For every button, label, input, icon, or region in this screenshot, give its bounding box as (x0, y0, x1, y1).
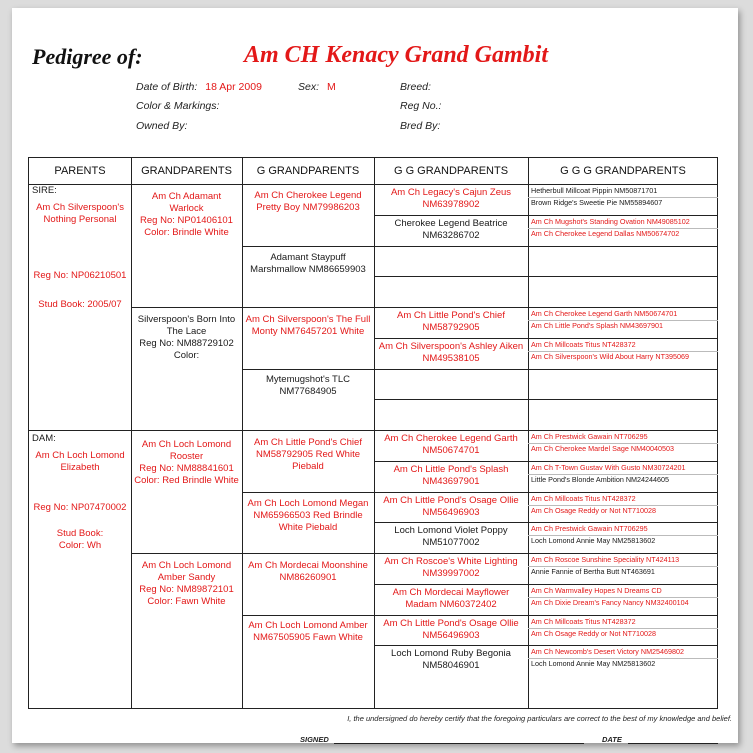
gg-grandparent-divider (374, 215, 718, 216)
grandparent-color: Color: Brindle White (144, 227, 229, 238)
gg-grandparent (374, 249, 528, 275)
ggg-grandparent: Am Ch Osage Reddy or Not NT710028 (531, 629, 657, 638)
g-grandparent: Am Ch Silverspoon's The Full Monty NM76457201 White (245, 314, 371, 337)
dob-value: 18 Apr 2009 (205, 81, 262, 93)
dob-row (136, 81, 262, 93)
sire-stud-book: Stud Book: 2005/07 (38, 299, 122, 310)
g-grandparent: Am Ch Loch Lomond Megan NM65966503 Red Brindle White Piebald (247, 498, 369, 533)
gg-grandparent: Am Ch Silverspoon's Ashley Aiken NM49538105 (378, 341, 524, 364)
grandparent-name: Am Ch Loch Lomond Rooster (141, 439, 232, 462)
grandparent-name: Am Ch Adamant Warlock (151, 191, 222, 214)
ggg-grandparent: Am Ch Prestwick Gawain NT706295 (531, 432, 648, 441)
ggg-grandparent: Am Ch Prestwick Gawain NT706295 (531, 524, 648, 533)
gg-grandparent: Cherokee Legend Beatrice NM63286702 (394, 218, 508, 241)
grandparent-color: Color: (173, 350, 200, 361)
signed-label: SIGNED (300, 735, 329, 744)
gg-grandparent: Am Ch Mordecai Mayflower Madam NM60372402 (392, 587, 510, 610)
gg-grandparent: Am Ch Little Pond's Osage Ollie NM56496903 (383, 495, 519, 518)
ggg-grandparent: Am Ch Millcoats Titus NT428372 (531, 617, 636, 626)
ggg-grandparent: Am Ch Cherokee Mardel Sage NM40040503 (531, 444, 675, 453)
ggg-line-divider (528, 535, 718, 536)
dam-name: Am Ch Loch Lomond Elizabeth (35, 450, 125, 473)
signature-line[interactable] (334, 743, 584, 744)
gg-grandparent-divider (374, 307, 718, 308)
g-grandparent: Adamant Staypuff Marshmallow NM86659903 (250, 252, 366, 275)
bred-by-label: Bred By: (400, 120, 441, 132)
gg-grandparent: Am Ch Cherokee Legend Garth NM50674701 (384, 433, 518, 456)
ggp-divider (242, 492, 374, 493)
ggg-grandparent: Am Ch Cherokee Legend Garth NM50674701 (531, 309, 678, 318)
dob-label: Date of Birth: (136, 81, 198, 93)
dam-stud-book: Stud Book: (56, 528, 104, 539)
ggg-grandparent: Little Pond's Blonde Ambition NM24244605 (531, 475, 670, 484)
pedigree-table (28, 157, 718, 709)
ggg-grandparent: Am Ch Dixie Dream's Fancy Nancy NM32400104 (531, 598, 689, 607)
ggg-line-divider (528, 628, 718, 629)
ggg-grandparent: Am Ch Millcoats Titus NT428372 (531, 494, 636, 503)
grandparent-color: Color: Red Brindle White (134, 475, 239, 486)
ggg-grandparent: Am Ch T-Town Gustav With Gusto NM30724201 (531, 463, 686, 472)
ggp-divider (242, 307, 374, 308)
ggg-grandparent: Am Ch Silverspoon's Wild About Harry NT395069 (531, 352, 689, 361)
header-divider (29, 184, 717, 185)
header-g-grandparents: G GRANDPARENTS (256, 165, 360, 177)
gg-grandparent-divider (374, 430, 718, 431)
gg-grandparent (374, 372, 528, 398)
certification-statement: I, the undersigned do hereby certify that the foregoing particulars are correct to the best of my knowledge and belief. (347, 714, 732, 723)
sex-row (298, 81, 336, 93)
grandparent-reg: Reg No: NP01406101 (140, 215, 233, 226)
ggg-grandparent: Hetherbull Millcoat Pippin NM50871701 (531, 186, 658, 195)
g-grandparent: Mytemugshot's TLC NM77684905 (265, 374, 350, 397)
ggp-divider (242, 615, 374, 616)
sire-name: Am Ch Silverspoon's Nothing Personal (36, 202, 124, 225)
grandparent-divider (131, 307, 242, 308)
header-gg-grandparents: G G GRANDPARENTS (393, 165, 509, 177)
reg-no-label: Reg No.: (400, 100, 442, 112)
ggg-line-divider (528, 197, 718, 198)
ggg-line-divider (528, 443, 718, 444)
gg-grandparent-divider (374, 615, 718, 616)
ggg-line-divider (528, 597, 718, 598)
ggp-divider (242, 369, 374, 370)
grandparent-name: Am Ch Loch Lomond Amber Sandy (141, 560, 232, 583)
ggg-grandparent: Am Ch Newcomb's Desert Victory NM25469802 (531, 647, 685, 656)
gg-grandparent (374, 402, 528, 428)
dam-color: Color: Wh (58, 540, 102, 550)
gg-grandparent: Am Ch Little Pond's Splash NM43697901 (393, 464, 509, 487)
ggg-grandparent: Am Ch Cherokee Legend Dallas NM50674702 (531, 229, 680, 238)
grandparent-name: Silverspoon's Born Into The Lace (137, 314, 236, 337)
column-divider (528, 158, 529, 708)
ggg-grandparent: Am Ch Warmvalley Hopes N Dreams CD (531, 586, 662, 595)
gg-grandparent (374, 279, 528, 305)
gg-grandparent: Am Ch Roscoe's White Lighting NM39997002 (384, 556, 518, 579)
ggg-line-divider (528, 474, 718, 475)
gg-grandparent: Am Ch Legacy's Cajun Zeus NM63978902 (390, 187, 512, 210)
gg-grandparent: Am Ch Little Pond's Osage Ollie NM56496903 (383, 618, 519, 641)
ggg-grandparent: Am Ch Little Pond's Splash NM43697901 (531, 321, 664, 330)
pedigree-sheet (12, 8, 738, 743)
gg-grandparent-divider (374, 584, 718, 585)
header-parents: PARENTS (54, 165, 106, 177)
ggg-grandparent: Am Ch Osage Reddy or Not NT710028 (531, 506, 657, 515)
sex-label: Sex: (298, 81, 320, 93)
gg-grandparent-divider (374, 276, 718, 277)
gg-grandparent: Loch Lomond Violet Poppy NM51077002 (394, 525, 508, 548)
sire-label: SIRE: (32, 185, 57, 196)
ggg-line-divider (528, 566, 718, 567)
ggg-grandparent: Am Ch Mugshot's Standing Ovation NM49085102 (531, 217, 690, 226)
g-grandparent: Am Ch Little Pond's Chief NM58792905 Red White Piebald (254, 437, 362, 472)
grandparent-divider (131, 553, 242, 554)
color-markings-label: Color & Markings: (136, 100, 220, 112)
header-ggg-grandparents: G G G GRANDPARENTS (560, 165, 686, 177)
grandparent-color: Color: Fawn White (147, 596, 226, 607)
gg-grandparent-divider (374, 461, 718, 462)
ggg-grandparent: Loch Lomond Annie May NM25813602 (531, 659, 656, 668)
owned-by-label: Owned By: (136, 120, 188, 132)
gg-grandparent-divider (374, 369, 718, 370)
g-grandparent: Am Ch Loch Lomond Amber NM67505905 Fawn White (248, 620, 368, 643)
ggg-grandparent: Am Ch Millcoats Titus NT428372 (531, 340, 636, 349)
page-title: Pedigree of: (32, 44, 143, 69)
gg-grandparent-divider (374, 522, 718, 523)
date-line[interactable] (628, 743, 718, 744)
dam-reg: Reg No: NP07470002 (33, 502, 127, 513)
gg-grandparent-divider (374, 645, 718, 646)
ggp-divider (242, 553, 374, 554)
ggg-grandparent: Brown Ridge's Sweetie Pie NM55894607 (531, 198, 663, 207)
dam-label: DAM: (32, 433, 56, 444)
ggg-line-divider (528, 505, 718, 506)
gg-grandparent: Am Ch Little Pond's Chief NM58792905 (397, 310, 505, 333)
ggg-grandparent: Am Ch Roscoe Sunshine Speciality NT424113 (531, 555, 680, 564)
grandparent-reg: Reg No: NM88729102 (139, 338, 234, 349)
header-grandparents: GRANDPARENTS (141, 165, 232, 177)
g-grandparent: Am Ch Cherokee Legend Pretty Boy NM79986203 (254, 190, 362, 213)
grandparent-reg: Reg No: NM89872101 (139, 584, 234, 595)
sire-reg: Reg No: NP06210501 (33, 270, 127, 281)
dog-name: Am CH Kenacy Grand Gambit (244, 42, 549, 68)
ggg-line-divider (528, 320, 718, 321)
ggg-grandparent: Annie Fannie of Bertha Butt NT463691 (531, 567, 655, 576)
gg-grandparent-divider (374, 553, 718, 554)
sex-value: M (327, 81, 336, 93)
ggg-line-divider (528, 351, 718, 352)
grandparent-reg: Reg No: NM88841601 (139, 463, 234, 474)
column-divider (131, 158, 132, 708)
date-label: DATE (602, 735, 622, 744)
ggg-line-divider (528, 228, 718, 229)
gg-grandparent-divider (374, 246, 718, 247)
g-grandparent: Am Ch Mordecai Moonshine NM86260901 (248, 560, 368, 583)
gg-grandparent: Loch Lomond Ruby Begonia NM58046901 (391, 648, 511, 671)
gg-grandparent-divider (374, 492, 718, 493)
gg-grandparent-divider (374, 338, 718, 339)
gg-grandparent-divider (374, 399, 718, 400)
ggp-divider (242, 246, 374, 247)
ggg-grandparent: Loch Lomond Annie May NM25813602 (531, 536, 656, 545)
breed-label: Breed: (400, 81, 431, 93)
ggg-line-divider (528, 658, 718, 659)
